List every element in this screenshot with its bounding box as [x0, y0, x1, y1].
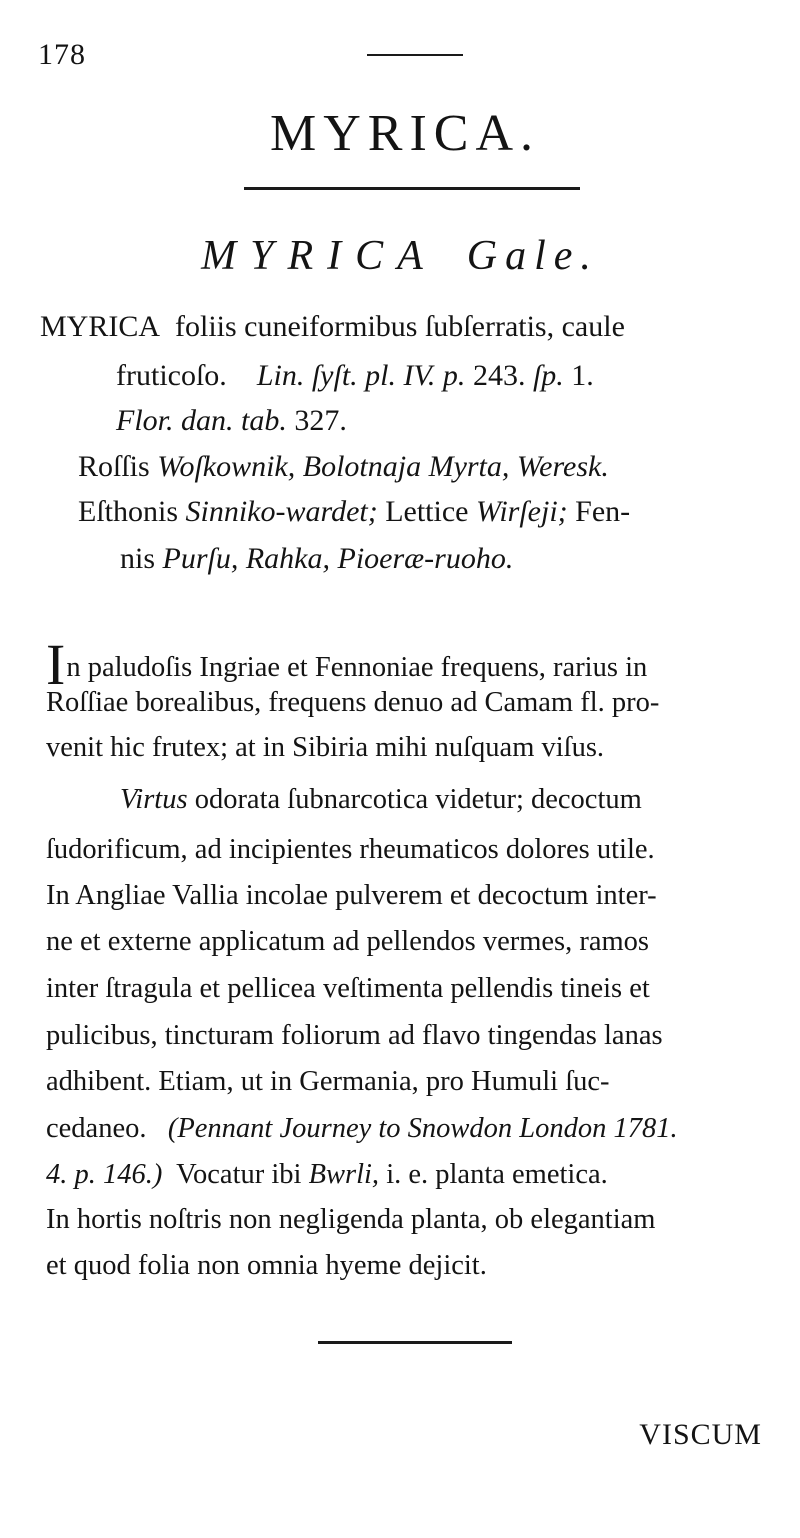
paragraph-2-line-6: pulicibus, tincturam foliorum ad flavo tingendas lanas: [46, 1020, 663, 1051]
species-epithet: Gale.: [466, 233, 599, 279]
paragraph-2-line-1: Virtus odorata ſubnarcotica videtur; decoctum: [120, 784, 642, 815]
paragraph-2-line-4: ne et externe applicatum ad pellendos vermes, ramos: [46, 926, 650, 957]
paragraph-1-line-2: Roſſiae borealibus, frequens denuo ad Camam fl. pro-: [46, 687, 660, 718]
page-number: 178: [38, 38, 86, 71]
synonymy-line-6: nis Purſu, Rahka, Pioeræ-ruoho.: [120, 542, 514, 575]
paragraph-2-line-9: 4. p. 146.) Vocatur ibi Bwrli, i. e. planta emetica.: [46, 1159, 608, 1190]
species-heading: [0, 232, 800, 280]
paragraph-2-line-5: inter ſtragula et pellicea veſtimenta pellendis tineis et: [46, 973, 650, 1004]
synonymy-line-1: MYRICA foliis cuneiformibus ſubſerratis, caule: [40, 310, 625, 343]
title-rule: [244, 187, 580, 190]
paragraph-2-line-2: ſudorificum, ad incipientes rheumaticos dolores utile.: [46, 834, 655, 865]
synonymy-line-2: fruticoſo. Lin. ſyſt. pl. IV. p. 243. ſp. 1.: [116, 359, 594, 392]
paragraph-1-line-3: venit hic frutex; at in Sibiria mihi nuſquam viſus.: [46, 732, 605, 763]
synonymy-genus: MYRICA: [40, 310, 161, 343]
footer-rule: [318, 1341, 512, 1344]
header-rule: [367, 54, 463, 56]
synonymy-line-4: Roſſis Woſkownik, Bolotnaja Myrta, Weresk.: [78, 450, 609, 483]
paragraph-2-line-8: cedaneo. (Pennant Journey to Snowdon London 1781.: [46, 1113, 678, 1144]
paragraph-2-line-7: adhibent. Etiam, ut in Germania, pro Humuli ſuc-: [46, 1066, 610, 1097]
paragraph-2-line-3: In Angliae Vallia incolae pulverem et decoctum inter-: [46, 880, 657, 911]
paragraph-2-line-10: In hortis noſtris non negligenda planta, ob elegantiam: [46, 1204, 656, 1235]
page-title: MYRICA.: [269, 105, 541, 162]
species-genus: MYRICA: [201, 233, 437, 279]
paragraph-2-line-11: et quod folia non omnia hyeme dejicit.: [46, 1250, 487, 1281]
paragraph-1-line-1: In paludoſis Ingriae et Fennoniae frequens, rarius in: [46, 632, 648, 697]
citation: (Pennant Journey to Snowdon London 1781.: [167, 1113, 678, 1144]
catchword: VISCUM: [639, 1418, 762, 1451]
synonymy-line-5: Eſthonis Sinniko-wardet; Lettice Wirſeji; Fen-: [78, 495, 631, 528]
drop-cap: I: [46, 632, 66, 697]
synonymy-line-3: Flor. dan. tab. 327.: [116, 404, 347, 437]
